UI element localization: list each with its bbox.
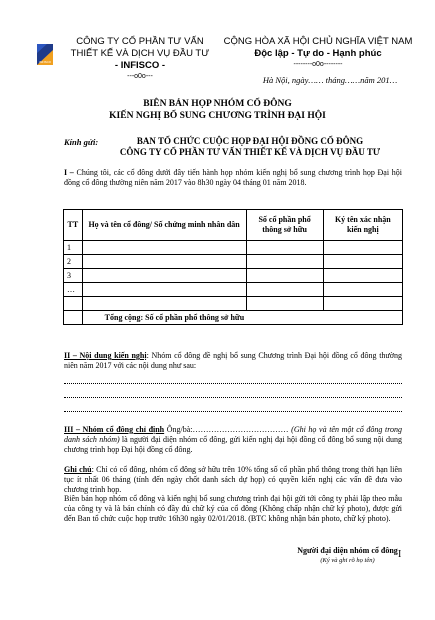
- company-name-line2: THIẾT KẾ VÀ DỊCH VỤ ĐẦU TƯ: [70, 48, 210, 59]
- signer-note: (Ký và ghi rõ họ tên): [320, 557, 375, 564]
- table-total-row: [64, 311, 403, 325]
- note-2: [64, 494, 402, 525]
- recipient: [100, 136, 400, 158]
- name-cell[interactable]: [82, 297, 246, 311]
- signature-cell[interactable]: [323, 297, 402, 311]
- table-row: [64, 241, 403, 255]
- note-label: Ghi chú: [64, 465, 92, 474]
- stray-mark: I: [398, 549, 402, 560]
- column-header-shares: Số cổ phần phổ thông sở hữu: [246, 210, 323, 241]
- document-title: BIÊN BẢN HỌP NHÓM CỔ ĐÔNG: [143, 99, 292, 109]
- recipient-label: Kính gửi:: [64, 137, 99, 147]
- section-3: [64, 425, 402, 456]
- company-name-line1: CÔNG TY CỔ PHẦN TƯ VẤN: [76, 36, 204, 47]
- signer-title: Người đại diện nhóm cổ đông: [297, 546, 398, 555]
- shares-cell[interactable]: [246, 297, 323, 311]
- note-text-1: : Chỉ có cổ đông, nhóm cổ đông sở hữu trên 10% tổng số cổ phần phổ thông trong thời hạn liên tục ít nhất 06 tháng (tính đến ngày chốt danh sách dự họp) có quyền kiến nghị các vấn đề đưa vào chương trình họp.: [64, 465, 402, 495]
- shares-cell[interactable]: [246, 241, 323, 255]
- table-row: [64, 297, 403, 311]
- section-3-label: III – Nhóm cổ đông chỉ định: [64, 425, 165, 434]
- row-number: 1: [64, 241, 83, 255]
- section-1-text: Chúng tôi, các cổ đông dưới đây tiến hành họp nhóm kiến nghị bổ sung chương trình họp Đại hội đồng cổ đông thường niên năm 2017 vào 8h30 ngày 04 tháng 01 năm 2018.: [64, 168, 402, 188]
- name-cell[interactable]: [82, 255, 246, 269]
- table-header-row: [64, 210, 403, 241]
- company-header: [60, 36, 220, 81]
- national-motto: Độc lập - Tự do - Hạnh phúc: [254, 48, 382, 59]
- table-row: [64, 269, 403, 283]
- section-3-hint: (Ghi họ và tên một cổ đông trong danh sách nhóm): [64, 425, 403, 445]
- date-line: Hà Nội, ngày…… tháng……năm 201…: [262, 75, 398, 85]
- name-cell[interactable]: [82, 283, 246, 297]
- company-separator: ---o0o---: [127, 73, 153, 80]
- table-row: [64, 283, 403, 297]
- nation-name: CỘNG HÒA XÃ HỘI CHỦ NGHĨA VIỆT NAM: [223, 36, 413, 47]
- signature-cell[interactable]: [323, 283, 402, 297]
- column-header-tt: TT: [64, 210, 83, 241]
- logo-text: INFISCO: [38, 60, 52, 64]
- row-number: 3: [64, 269, 83, 283]
- signature-cell[interactable]: [323, 255, 402, 269]
- recipient-line1: BAN TỔ CHỨC CUỘC HỌP ĐẠI HỘI ĐỒNG CỔ ĐÔNG: [136, 136, 364, 146]
- content-line[interactable]: [64, 411, 402, 412]
- company-short-name: - INFISCO -: [114, 60, 166, 71]
- signature-cell[interactable]: [323, 241, 402, 255]
- section-1-label: I –: [64, 168, 74, 177]
- shares-cell[interactable]: [246, 255, 323, 269]
- content-line[interactable]: [64, 383, 402, 384]
- total-number-cell: [64, 311, 83, 325]
- name-cell[interactable]: [82, 241, 246, 255]
- shares-cell[interactable]: [246, 269, 323, 283]
- national-header: [223, 36, 413, 69]
- infisco-logo-icon: [37, 44, 53, 65]
- recipient-line2: CÔNG TY CỔ PHẦN TƯ VẤN THIẾT KẾ VÀ DỊCH VỤ ĐẦU TƯ: [119, 147, 381, 157]
- section-2-label: II – Nội dung kiến nghị: [64, 351, 147, 360]
- row-number: …: [64, 283, 83, 297]
- column-header-name: Họ và tên cổ đông/ Số chứng minh nhân dân: [82, 210, 246, 241]
- row-number: [64, 297, 83, 311]
- document-subtitle: KIẾN NGHỊ BỔ SUNG CHƯƠNG TRÌNH ĐẠI HỘI: [109, 111, 326, 121]
- section-2-text: : Nhóm cổ đông đề nghị bổ sung Chương trình Đại hội đồng cổ đông thường niên năm 2017 với các nội dung như sau:: [64, 351, 402, 371]
- section-3-text-b: là người đại diện nhóm cổ đông, gửi kiến nghị đại hội đồng cổ đông bổ sung nội dung chương trình họp Đại hội đồng cổ đông.: [64, 435, 402, 455]
- note-text-2: Biên bản họp nhóm cổ đông và kiến nghị bổ sung chương trình đại hội gửi tới công ty phải lập theo mẫu của công ty và là bản chính có đầy đủ chữ ký của cổ đông (Không chấp nhận chữ ký photo), được gửi đến Ban tổ chức cuộc họp trước 16h30 ngày 02/01/2018. (BTC không nhận bản photo, chữ ký photo).: [64, 494, 402, 524]
- row-number: 2: [64, 255, 83, 269]
- shareholder-table: [63, 209, 403, 325]
- section-1: [64, 168, 402, 188]
- content-line[interactable]: [64, 397, 402, 398]
- signature-cell[interactable]: [323, 269, 402, 283]
- total-label: Tổng cộng: Số cổ phần phổ thông sở hữu: [82, 311, 402, 325]
- section-2: [64, 351, 402, 371]
- note: [64, 465, 402, 496]
- name-cell[interactable]: [82, 269, 246, 283]
- table-row: [64, 255, 403, 269]
- column-header-signature: Ký tên xác nhận kiến nghị: [323, 210, 402, 241]
- shares-cell[interactable]: [246, 283, 323, 297]
- section-3-text-a: Ông/bà:………………………………: [164, 425, 289, 434]
- national-separator: --------o0o--------: [293, 61, 343, 68]
